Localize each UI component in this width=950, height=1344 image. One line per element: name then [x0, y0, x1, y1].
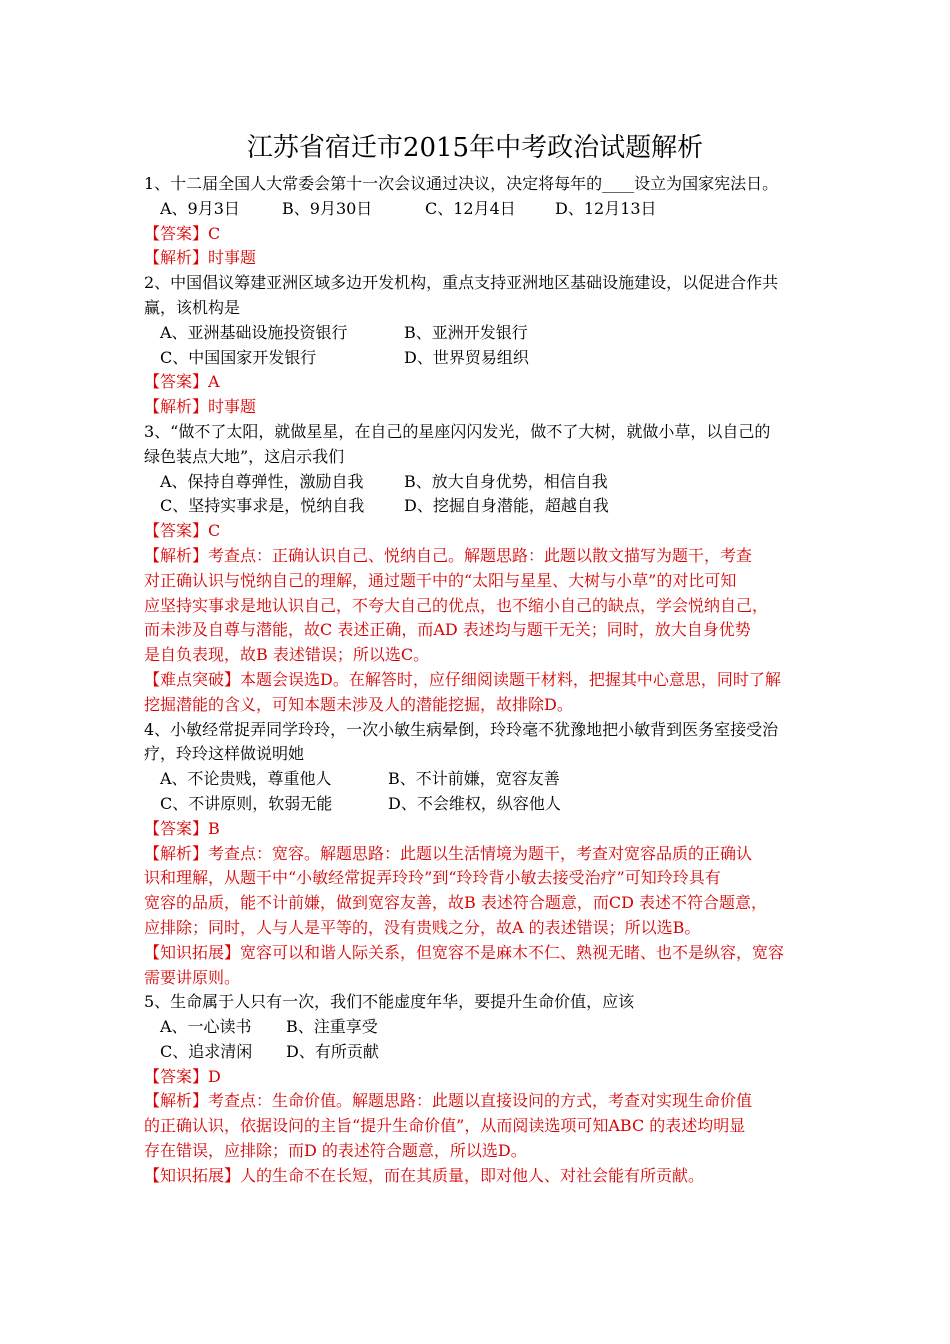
q1-option-b: B、9月30日	[282, 198, 373, 218]
document-title: 江苏省宿迁市2015年中考政治试题解析	[246, 133, 704, 163]
q2-options-row-2	[144, 346, 816, 371]
q4-extension-line-2: 需要讲原则。	[144, 967, 241, 987]
q2-answer: 【答案】A	[144, 372, 220, 392]
q5-options-row-2	[144, 1040, 816, 1065]
q3-option-c: C、坚持实事求是，悦纳自我	[160, 496, 365, 516]
q2-option-c: C、中国国家开发银行	[160, 347, 317, 367]
q3-option-b: B、放大自身优势，相信自我	[404, 471, 608, 491]
q3-difficulty-line-1: 【难点突破】本题会误选D。在解答时，应仔细阅读题干材料，把握其中心意思，同时了解	[144, 669, 781, 689]
q4-options-row-2	[144, 792, 816, 817]
q4-option-b: B、不计前嫌，宽容友善	[388, 769, 560, 789]
q5-option-b: B、注重享受	[286, 1017, 378, 1037]
q4-option-d: D、不会维权，纵容他人	[388, 793, 561, 813]
q1-stem: 1、十二届全国人大常委会第十一次会议通过决议，决定将每年的____设立为国家宪法日。	[144, 174, 779, 193]
q1-answer: 【答案】C	[144, 223, 221, 243]
q3-analysis-line-2: 对正确认识与悦纳自己的理解，通过题干中的“太阳与星星、大树与小草”的对比可知	[144, 570, 737, 590]
q4-analysis-line-2: 识和理解，从题干中“小敏经常捉弄玲玲”到“玲玲背小敏去接受治疗”可知玲玲具有	[144, 868, 721, 888]
q3-analysis-line-3: 应坚持实事求是地认识自己，不夸大自己的优点，也不缩小自己的缺点，学会悦纳自己，	[144, 595, 769, 615]
q2-option-a: A、亚洲基础设施投资银行	[160, 322, 348, 342]
q5-answer: 【答案】D	[144, 1066, 221, 1086]
q4-stem-line-1: 4、小敏经常捉弄同学玲玲，一次小敏生病晕倒，玲玲毫不犹豫地把小敏背到医务室接受治	[144, 719, 779, 739]
q5-analysis-line-3: 存在错误，应排除；而D 的表述符合题意，所以选D。	[144, 1141, 527, 1161]
q3-analysis-line-1: 【解析】考查点：正确认识自己、悦纳自己。解题思路：此题以散文描写为题干，考查	[144, 545, 753, 565]
q2-option-b: B、亚洲开发银行	[404, 322, 528, 342]
q5-options-row-1	[144, 1015, 816, 1040]
q1-option-a: A、9月3日	[160, 198, 240, 218]
q3-analysis-line-4: 而未涉及自尊与潜能，故C 表述正确，而AD 表述均与题干无关；同时，放大自身优势	[144, 620, 751, 640]
q5-option-c: C、追求清闲	[160, 1041, 253, 1061]
document-body	[144, 172, 816, 1189]
q5-option-d: D、有所贡献	[286, 1041, 379, 1061]
q1-option-c: C、12月4日	[425, 198, 516, 218]
q2-options-row-1	[144, 321, 816, 346]
q4-analysis-line-1: 【解析】考查点：宽容。解题思路：此题以生活情境为题干，考查对宽容品质的正确认	[144, 843, 753, 863]
q3-option-a: A、保持自尊弹性，激励自我	[160, 471, 364, 491]
q4-analysis-line-4: 应排除；同时，人与人是平等的，没有贵贱之分，故A 的表述错误；所以选B。	[144, 917, 701, 937]
q3-analysis-line-5: 是自负表现，故B 表述错误；所以选C。	[144, 645, 430, 665]
q1-analysis: 【解析】时事题	[144, 248, 257, 268]
q3-difficulty-line-2: 挖掘潜能的含义，可知本题未涉及人的潜能挖掘，故排除D。	[144, 694, 573, 714]
q4-options-row-1	[144, 767, 816, 792]
q5-extension: 【知识拓展】人的生命不在长短，而在其质量，即对他人、对社会能有所贡献。	[144, 1165, 705, 1185]
q2-analysis: 【解析】时事题	[144, 397, 257, 417]
q4-option-a: A、不论贵贱，尊重他人	[160, 769, 332, 789]
q2-stem-line-1: 2、中国倡议筹建亚洲区域多边开发机构，重点支持亚洲地区基础设施建设，以促进合作共	[144, 273, 779, 293]
q3-option-d: D、挖掘自身潜能，超越自我	[404, 496, 609, 516]
q2-option-d: D、世界贸易组织	[404, 347, 529, 367]
q1-option-d: D、12月13日	[555, 198, 657, 218]
q4-analysis-line-3: 宽容的品质，能不计前嫌，做到宽容友善，故B 表述符合题意，而CD 表述不符合题意，	[144, 893, 768, 913]
q5-analysis-line-1: 【解析】考查点：生命价值。解题思路：此题以直接设问的方式，考查对实现生命价值	[144, 1091, 753, 1111]
q4-extension-line-1: 【知识拓展】宽容可以和谐人际关系，但宽容不是麻木不仁、熟视无睹、也不是纵容，宽容	[144, 942, 785, 962]
q4-stem-line-2: 疗，玲玲这样做说明她	[144, 744, 305, 764]
q4-option-c: C、不讲原则，软弱无能	[160, 793, 333, 813]
q4-answer: 【答案】B	[144, 818, 220, 838]
q3-options-row-2	[144, 494, 816, 519]
q3-answer: 【答案】C	[144, 521, 221, 541]
q3-stem-line-1: 3、“做不了太阳，就做星星，在自己的星座闪闪发光，做不了大树，就做小草，以自己的	[144, 421, 771, 441]
q5-stem: 5、生命属于人只有一次，我们不能虚度年华，要提升生命价值，应该	[144, 992, 635, 1012]
q5-analysis-line-2: 的正确认识，依据设问的主旨“提升生命价值”，从而阅读选项可知ABC 的表述均明显	[144, 1116, 746, 1136]
q1-options	[144, 197, 816, 222]
q5-option-a: A、一心读书	[160, 1017, 252, 1037]
q3-options-row-1	[144, 470, 816, 495]
q3-stem-line-2: 绿色装点大地”，这启示我们	[144, 446, 345, 466]
q2-stem-line-2: 赢，该机构是	[144, 297, 241, 317]
